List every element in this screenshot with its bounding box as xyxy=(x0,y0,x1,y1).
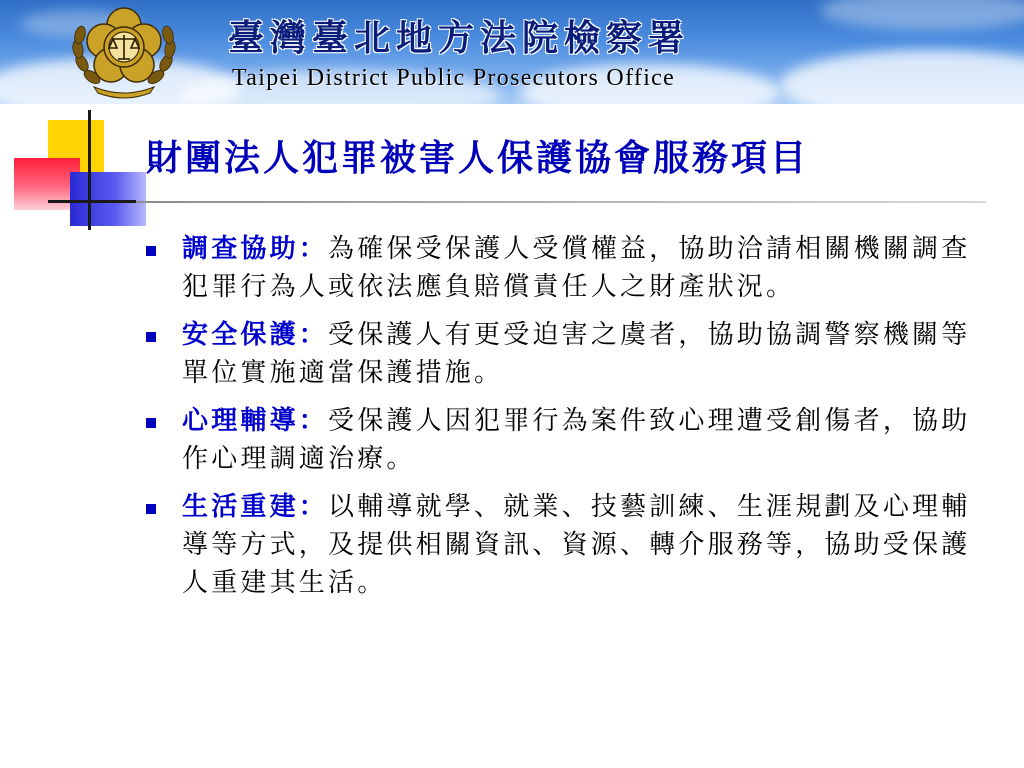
list-item xyxy=(140,316,980,392)
item-text: 以輔導就學、就業、技藝訓練、生涯規劃及心理輔導等方式，及提供相關資訊、資源、轉介服務等，協助受保護人重建其生活。 xyxy=(182,492,971,598)
item-term: 調查協助： xyxy=(182,234,329,264)
bullet-square-icon xyxy=(146,504,156,514)
title-underline xyxy=(136,201,986,203)
slide-title: 財團法人犯罪被害人保護協會服務項目 xyxy=(146,137,810,179)
cloud-decoration xyxy=(780,50,1024,104)
banner-subtitle: Taipei District Public Prosecutors Office xyxy=(232,65,676,91)
item-text: 受保護人因犯罪行為案件致心理遭受創傷者，協助作心理調適治療。 xyxy=(182,406,971,474)
item-term: 生活重建： xyxy=(182,492,329,522)
item-term: 安全保護： xyxy=(182,320,329,350)
cloud-decoration xyxy=(820,0,1024,30)
item-term: 心理輔導： xyxy=(182,406,329,436)
bullet-square-icon xyxy=(146,418,156,428)
decor-horizontal-line xyxy=(48,200,136,203)
item-text: 為確保受保護人受償權益，協助洽請相關機關調查犯罪行為人或依法應負賠償責任人之財產狀況。 xyxy=(182,234,971,302)
bullet-square-icon xyxy=(146,246,156,256)
list-item xyxy=(140,230,980,306)
item-text: 受保護人有更受迫害之虞者，協助協調警察機關等單位實施適當保護措施。 xyxy=(182,320,971,388)
bullet-square-icon xyxy=(146,332,156,342)
decor-vertical-line xyxy=(88,110,91,230)
list-item xyxy=(140,402,980,478)
service-list xyxy=(140,230,980,612)
list-item xyxy=(140,488,980,602)
plum-blossom-scales-emblem-icon xyxy=(68,3,180,99)
decor-blue-square xyxy=(70,172,146,226)
banner-title: 臺灣臺北地方法院檢察署 xyxy=(228,17,691,59)
header-banner xyxy=(0,0,1024,104)
